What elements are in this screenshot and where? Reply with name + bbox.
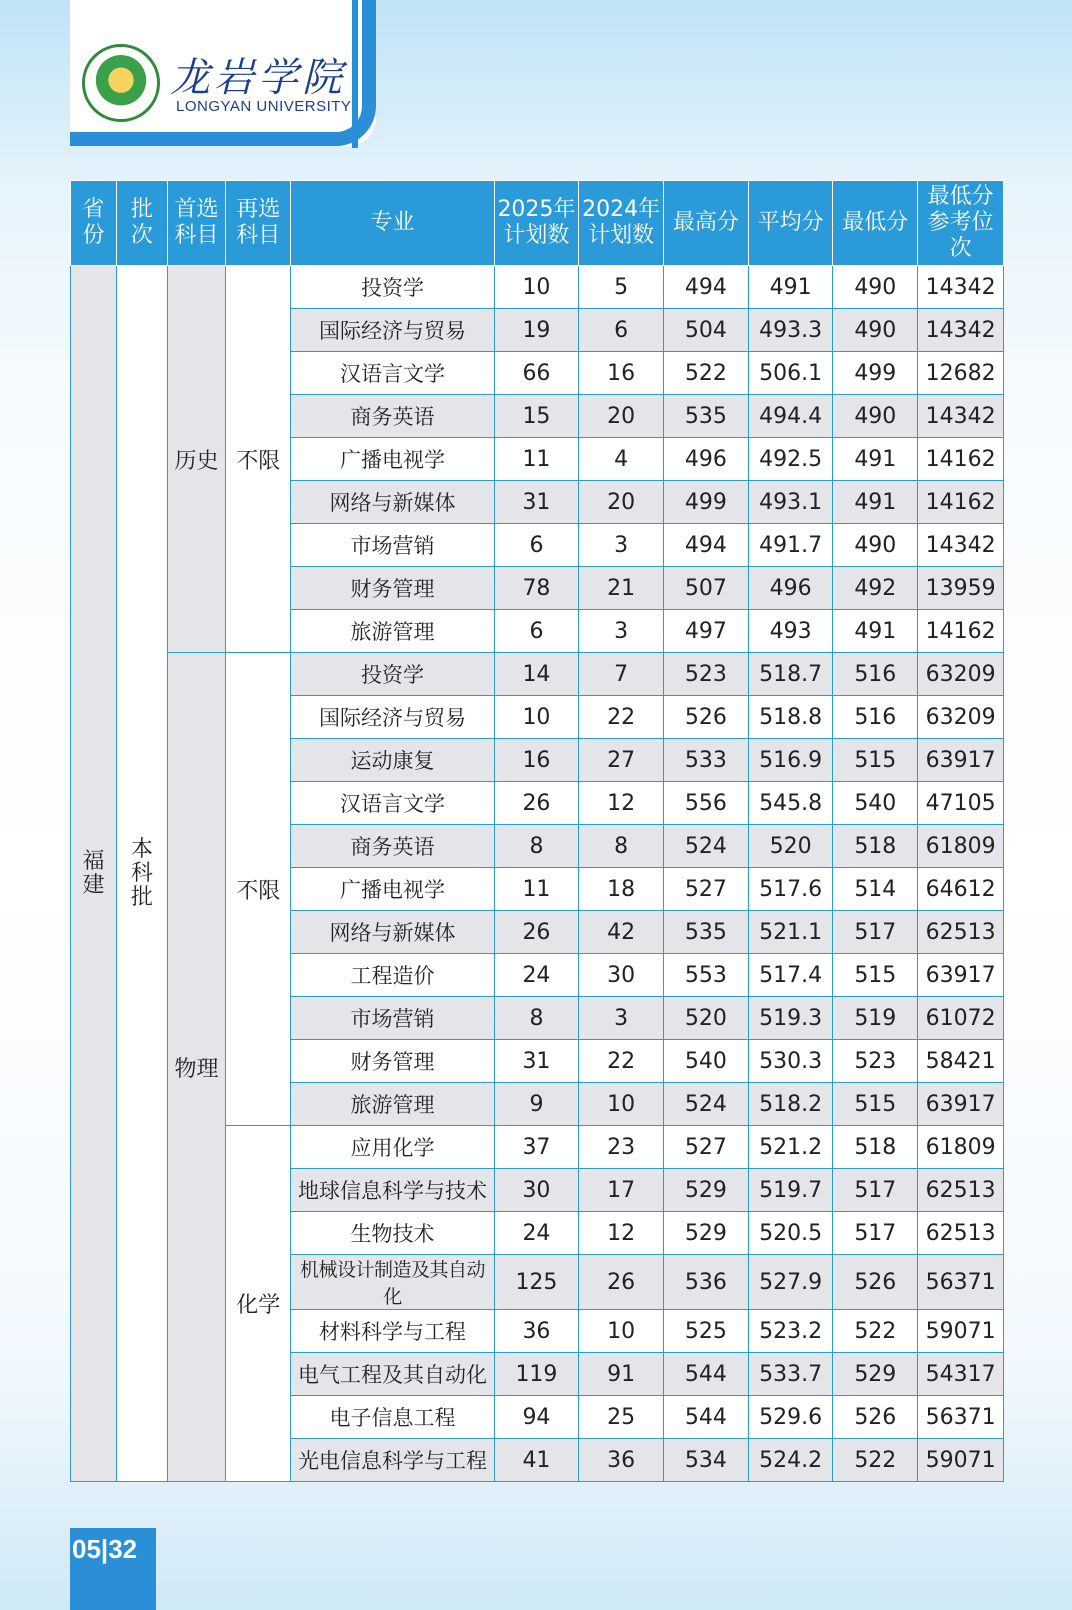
min-rank-cell: 58421	[918, 1040, 1004, 1083]
header-batch: 批次	[116, 181, 167, 266]
plan-2024-cell: 12	[579, 782, 664, 825]
header-avg-score: 平均分	[748, 181, 833, 266]
second-subject-cell: 不限	[226, 653, 291, 1126]
plan-2025-cell: 9	[494, 1083, 579, 1126]
min-rank-cell: 13959	[918, 567, 1004, 610]
min-rank-cell: 63917	[918, 954, 1004, 997]
header-plan-2024: 2024年计划数	[579, 181, 664, 266]
major-cell: 商务英语	[291, 825, 494, 868]
major-cell: 工程造价	[291, 954, 494, 997]
plan-2024-cell: 30	[579, 954, 664, 997]
major-cell: 光电信息科学与工程	[291, 1439, 494, 1482]
min-rank-cell: 59071	[918, 1439, 1004, 1482]
major-cell: 材料科学与工程	[291, 1310, 494, 1353]
max-score-cell: 533	[664, 739, 749, 782]
min-score-cell: 518	[833, 825, 918, 868]
min-rank-cell: 62513	[918, 1212, 1004, 1255]
plan-2025-cell: 15	[494, 395, 579, 438]
avg-score-cell: 520.5	[748, 1212, 833, 1255]
min-score-cell: 515	[833, 739, 918, 782]
header-major: 专业	[291, 181, 494, 266]
plan-2024-cell: 22	[579, 1040, 664, 1083]
min-rank-cell: 63209	[918, 696, 1004, 739]
avg-score-cell: 491	[748, 266, 833, 309]
batch-label: 本科批	[130, 836, 153, 910]
min-rank-cell: 63917	[918, 1083, 1004, 1126]
avg-score-cell: 517.4	[748, 954, 833, 997]
major-cell: 商务英语	[291, 395, 494, 438]
min-rank-cell: 63209	[918, 653, 1004, 696]
min-score-cell: 515	[833, 1083, 918, 1126]
plan-2025-cell: 6	[494, 610, 579, 653]
major-cell: 投资学	[291, 266, 494, 309]
plan-2024-cell: 20	[579, 481, 664, 524]
major-cell: 广播电视学	[291, 438, 494, 481]
min-rank-cell: 12682	[918, 352, 1004, 395]
major-cell: 网络与新媒体	[291, 911, 494, 954]
logo-emblem-icon	[93, 55, 149, 111]
max-score-cell: 529	[664, 1169, 749, 1212]
header-min-score: 最低分	[833, 181, 918, 266]
max-score-cell: 536	[664, 1255, 749, 1310]
max-score-cell: 499	[664, 481, 749, 524]
min-rank-cell: 61809	[918, 825, 1004, 868]
major-cell: 国际经济与贸易	[291, 696, 494, 739]
avg-score-cell: 491.7	[748, 524, 833, 567]
avg-score-cell: 524.2	[748, 1439, 833, 1482]
min-score-cell: 491	[833, 438, 918, 481]
min-rank-cell: 56371	[918, 1255, 1004, 1310]
min-rank-cell: 62513	[918, 911, 1004, 954]
min-rank-cell: 64612	[918, 868, 1004, 911]
plan-2025-cell: 36	[494, 1310, 579, 1353]
plan-2024-cell: 10	[579, 1310, 664, 1353]
major-cell: 电气工程及其自动化	[291, 1353, 494, 1396]
max-score-cell: 494	[664, 524, 749, 567]
plan-2024-cell: 23	[579, 1126, 664, 1169]
major-cell: 应用化学	[291, 1126, 494, 1169]
min-rank-cell: 61809	[918, 1126, 1004, 1169]
max-score-cell: 535	[664, 395, 749, 438]
avg-score-cell: 521.1	[748, 911, 833, 954]
header-province: 省份	[71, 181, 117, 266]
max-score-cell: 507	[664, 567, 749, 610]
min-rank-cell: 54317	[918, 1353, 1004, 1396]
header-plan-2025: 2025年计划数	[494, 181, 579, 266]
major-cell: 旅游管理	[291, 1083, 494, 1126]
max-score-cell: 527	[664, 868, 749, 911]
plan-2025-cell: 37	[494, 1126, 579, 1169]
table-row	[71, 266, 1004, 309]
plan-2024-cell: 6	[579, 309, 664, 352]
major-cell: 广播电视学	[291, 868, 494, 911]
max-score-cell: 520	[664, 997, 749, 1040]
avg-score-cell: 530.3	[748, 1040, 833, 1083]
avg-score-cell: 545.8	[748, 782, 833, 825]
max-score-cell: 497	[664, 610, 749, 653]
province-label: 福建	[82, 848, 105, 898]
max-score-cell: 556	[664, 782, 749, 825]
max-score-cell: 522	[664, 352, 749, 395]
avg-score-cell: 533.7	[748, 1353, 833, 1396]
min-rank-cell: 14342	[918, 524, 1004, 567]
major-cell: 地球信息科学与技术	[291, 1169, 494, 1212]
avg-score-cell: 516.9	[748, 739, 833, 782]
max-score-cell: 526	[664, 696, 749, 739]
max-score-cell: 504	[664, 309, 749, 352]
major-cell: 汉语言文学	[291, 352, 494, 395]
min-rank-cell: 61072	[918, 997, 1004, 1040]
plan-2025-cell: 8	[494, 825, 579, 868]
plan-2025-cell: 16	[494, 739, 579, 782]
max-score-cell: 525	[664, 1310, 749, 1353]
second-subject-cell: 不限	[226, 266, 291, 653]
major-cell: 生物技术	[291, 1212, 494, 1255]
max-score-cell: 535	[664, 911, 749, 954]
max-score-cell: 524	[664, 1083, 749, 1126]
min-score-cell: 499	[833, 352, 918, 395]
min-rank-cell: 56371	[918, 1396, 1004, 1439]
avg-score-cell: 506.1	[748, 352, 833, 395]
avg-score-cell: 523.2	[748, 1310, 833, 1353]
min-score-cell: 526	[833, 1255, 918, 1310]
min-rank-cell: 59071	[918, 1310, 1004, 1353]
min-score-cell: 490	[833, 309, 918, 352]
table-body	[71, 266, 1004, 1482]
plan-2024-cell: 7	[579, 653, 664, 696]
max-score-cell: 494	[664, 266, 749, 309]
plan-2025-cell: 8	[494, 997, 579, 1040]
min-rank-cell: 62513	[918, 1169, 1004, 1212]
major-cell: 电子信息工程	[291, 1396, 494, 1439]
min-score-cell: 492	[833, 567, 918, 610]
plan-2024-cell: 5	[579, 266, 664, 309]
plan-2025-cell: 78	[494, 567, 579, 610]
min-rank-cell: 14162	[918, 481, 1004, 524]
plan-2025-cell: 26	[494, 911, 579, 954]
avg-score-cell: 517.6	[748, 868, 833, 911]
plan-2025-cell: 24	[494, 954, 579, 997]
min-score-cell: 516	[833, 653, 918, 696]
min-score-cell: 540	[833, 782, 918, 825]
min-score-cell: 522	[833, 1310, 918, 1353]
max-score-cell: 524	[664, 825, 749, 868]
plan-2024-cell: 3	[579, 524, 664, 567]
plan-2025-cell: 14	[494, 653, 579, 696]
plan-2024-cell: 18	[579, 868, 664, 911]
avg-score-cell: 493.1	[748, 481, 833, 524]
min-score-cell: 518	[833, 1126, 918, 1169]
table-row	[71, 653, 1004, 696]
plan-2024-cell: 91	[579, 1353, 664, 1396]
min-score-cell: 517	[833, 911, 918, 954]
major-cell: 网络与新媒体	[291, 481, 494, 524]
min-score-cell: 514	[833, 868, 918, 911]
min-rank-cell: 63917	[918, 739, 1004, 782]
min-rank-cell: 14162	[918, 438, 1004, 481]
avg-score-cell: 520	[748, 825, 833, 868]
max-score-cell: 496	[664, 438, 749, 481]
second-subject-cell: 化学	[226, 1126, 291, 1482]
avg-score-cell: 494.4	[748, 395, 833, 438]
avg-score-cell: 518.8	[748, 696, 833, 739]
table-header-row	[71, 181, 1004, 266]
min-score-cell: 516	[833, 696, 918, 739]
max-score-cell: 534	[664, 1439, 749, 1482]
page-number: 05|32	[72, 1534, 138, 1564]
avg-score-cell: 521.2	[748, 1126, 833, 1169]
major-cell: 财务管理	[291, 567, 494, 610]
plan-2025-cell: 10	[494, 266, 579, 309]
first-subject-cell: 历史	[167, 266, 225, 653]
avg-score-cell: 519.7	[748, 1169, 833, 1212]
avg-score-cell: 519.3	[748, 997, 833, 1040]
max-score-cell: 523	[664, 653, 749, 696]
plan-2024-cell: 12	[579, 1212, 664, 1255]
max-score-cell: 544	[664, 1353, 749, 1396]
plan-2024-cell: 26	[579, 1255, 664, 1310]
plan-2024-cell: 36	[579, 1439, 664, 1482]
plan-2024-cell: 20	[579, 395, 664, 438]
plan-2025-cell: 41	[494, 1439, 579, 1482]
min-score-cell: 491	[833, 610, 918, 653]
major-cell: 旅游管理	[291, 610, 494, 653]
plan-2025-cell: 6	[494, 524, 579, 567]
min-rank-cell: 47105	[918, 782, 1004, 825]
min-score-cell: 517	[833, 1169, 918, 1212]
admission-score-table	[70, 180, 1004, 1482]
min-score-cell: 515	[833, 954, 918, 997]
major-cell: 市场营销	[291, 524, 494, 567]
avg-score-cell: 493.3	[748, 309, 833, 352]
plan-2025-cell: 119	[494, 1353, 579, 1396]
plan-2024-cell: 3	[579, 997, 664, 1040]
major-cell: 市场营销	[291, 997, 494, 1040]
plan-2024-cell: 27	[579, 739, 664, 782]
plan-2024-cell: 17	[579, 1169, 664, 1212]
province-cell	[71, 266, 117, 1482]
plan-2024-cell: 3	[579, 610, 664, 653]
first-subject-cell: 物理	[167, 653, 225, 1482]
plan-2024-cell: 21	[579, 567, 664, 610]
avg-score-cell: 529.6	[748, 1396, 833, 1439]
major-cell: 汉语言文学	[291, 782, 494, 825]
plan-2025-cell: 31	[494, 1040, 579, 1083]
plan-2024-cell: 16	[579, 352, 664, 395]
plan-2025-cell: 31	[494, 481, 579, 524]
min-score-cell: 526	[833, 1396, 918, 1439]
max-score-cell: 553	[664, 954, 749, 997]
university-logo	[82, 44, 160, 122]
major-cell: 国际经济与贸易	[291, 309, 494, 352]
max-score-cell: 527	[664, 1126, 749, 1169]
min-score-cell: 522	[833, 1439, 918, 1482]
avg-score-cell: 496	[748, 567, 833, 610]
min-rank-cell: 14162	[918, 610, 1004, 653]
header-second-subject: 再选科目	[226, 181, 291, 266]
min-score-cell: 490	[833, 524, 918, 567]
plan-2025-cell: 125	[494, 1255, 579, 1310]
header-max-score: 最高分	[664, 181, 749, 266]
min-score-cell: 529	[833, 1353, 918, 1396]
min-score-cell: 519	[833, 997, 918, 1040]
min-score-cell: 490	[833, 266, 918, 309]
plan-2025-cell: 19	[494, 309, 579, 352]
plan-2025-cell: 24	[494, 1212, 579, 1255]
avg-score-cell: 492.5	[748, 438, 833, 481]
plan-2025-cell: 11	[494, 868, 579, 911]
major-cell: 机械设计制造及其自动化	[291, 1255, 494, 1310]
max-score-cell: 529	[664, 1212, 749, 1255]
major-cell: 运动康复	[291, 739, 494, 782]
plan-2025-cell: 26	[494, 782, 579, 825]
avg-score-cell: 518.2	[748, 1083, 833, 1126]
avg-score-cell: 527.9	[748, 1255, 833, 1310]
major-cell: 财务管理	[291, 1040, 494, 1083]
plan-2025-cell: 66	[494, 352, 579, 395]
plan-2025-cell: 10	[494, 696, 579, 739]
plan-2024-cell: 25	[579, 1396, 664, 1439]
max-score-cell: 540	[664, 1040, 749, 1083]
avg-score-cell: 518.7	[748, 653, 833, 696]
min-score-cell: 517	[833, 1212, 918, 1255]
min-score-cell: 523	[833, 1040, 918, 1083]
header-first-subject: 首选科目	[167, 181, 225, 266]
min-rank-cell: 14342	[918, 395, 1004, 438]
plan-2024-cell: 22	[579, 696, 664, 739]
header-stripe	[352, 0, 358, 148]
batch-cell	[116, 266, 167, 1482]
plan-2025-cell: 30	[494, 1169, 579, 1212]
brand-name-cn: 龙岩学院	[170, 55, 346, 101]
avg-score-cell: 493	[748, 610, 833, 653]
plan-2024-cell: 42	[579, 911, 664, 954]
min-score-cell: 491	[833, 481, 918, 524]
plan-2025-cell: 94	[494, 1396, 579, 1439]
plan-2024-cell: 4	[579, 438, 664, 481]
plan-2024-cell: 8	[579, 825, 664, 868]
min-score-cell: 490	[833, 395, 918, 438]
header-min-rank: 最低分参考位次	[918, 181, 1004, 266]
brand-name-en: LONGYAN UNIVERSITY	[176, 98, 352, 115]
plan-2024-cell: 10	[579, 1083, 664, 1126]
admission-score-table-wrap	[70, 180, 1004, 1482]
max-score-cell: 544	[664, 1396, 749, 1439]
min-rank-cell: 14342	[918, 309, 1004, 352]
major-cell: 投资学	[291, 653, 494, 696]
plan-2025-cell: 11	[494, 438, 579, 481]
min-rank-cell: 14342	[918, 266, 1004, 309]
